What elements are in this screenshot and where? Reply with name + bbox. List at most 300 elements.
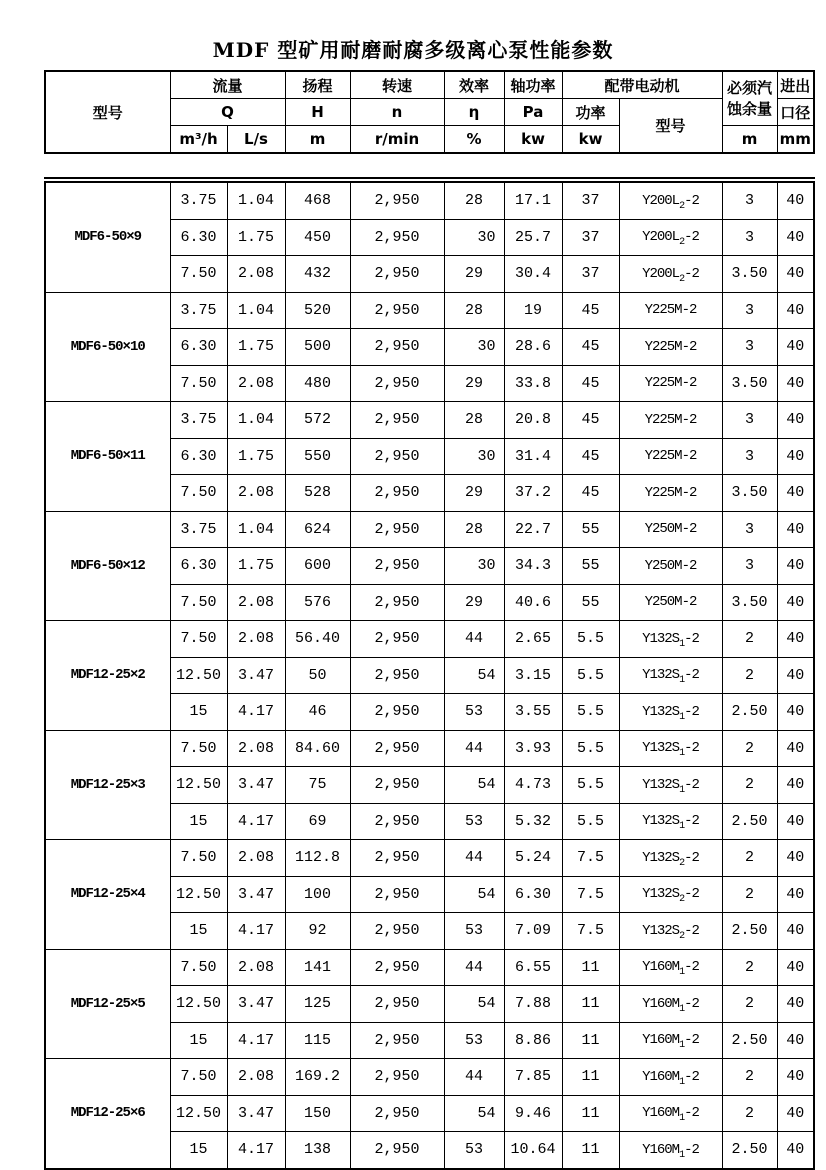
cell-shaft-power: 30.4 [504,256,562,293]
cell-flow-ls: 2.08 [227,1059,285,1096]
cell-port: 40 [777,767,814,804]
cell-flow-ls: 4.17 [227,1132,285,1169]
motor-model-subscript: 1 [679,1149,685,1161]
cell-motor-power: 11 [562,1095,619,1132]
cell-port: 40 [777,329,814,366]
cell-head: 69 [285,803,350,840]
cell-flow-ls: 2.08 [227,584,285,621]
cell-efficiency: 44 [444,621,504,658]
cell-efficiency: 53 [444,1132,504,1169]
pump-model-cell: MDF6-50×10 [45,292,170,402]
cell-head: 84.60 [285,730,350,767]
motor-model-subscript: 2 [679,273,685,285]
col-header-speed: 转速 [350,71,444,99]
cell-port: 40 [777,292,814,329]
cell-motor-power: 45 [562,402,619,439]
cell-npsh: 3 [722,511,777,548]
cell-port: 40 [777,438,814,475]
cell-efficiency: 30 [444,219,504,256]
cell-motor-model: $Y132S_1-2$ [619,803,722,840]
cell-flow-ls: 1.75 [227,438,285,475]
cell-port: 40 [777,803,814,840]
cell-motor-model: $Y132S_2-2$ [619,876,722,913]
cell-speed: 2,950 [350,365,444,402]
cell-speed: 2,950 [350,876,444,913]
col-header-shaft-power: 轴功率 [504,71,562,99]
motor-model-subscript: 1 [679,675,685,687]
cell-port: 40 [777,1132,814,1169]
cell-efficiency: 30 [444,329,504,366]
pump-model-cell: MDF6-50×9 [45,180,170,292]
col-header-flow: 流量 [170,71,285,99]
cell-speed: 2,950 [350,1095,444,1132]
cell-efficiency: 29 [444,365,504,402]
cell-npsh: 3 [722,219,777,256]
cell-head: 75 [285,767,350,804]
cell-head: 56.40 [285,621,350,658]
cell-npsh: 2.50 [722,913,777,950]
cell-flow-m3h: 7.50 [170,621,227,658]
cell-head: 572 [285,402,350,439]
cell-efficiency: 54 [444,876,504,913]
cell-head: 450 [285,219,350,256]
cell-speed: 2,950 [350,329,444,366]
cell-shaft-power: 6.30 [504,876,562,913]
cell-shaft-power: 40.6 [504,584,562,621]
unit-npsh: m [722,126,777,154]
cell-shaft-power: 22.7 [504,511,562,548]
cell-motor-model: $Y132S_1-2$ [619,730,722,767]
cell-shaft-power: 8.86 [504,1022,562,1059]
npsh-label: 必须汽蚀余量 [727,79,773,118]
cell-shaft-power: 7.85 [504,1059,562,1096]
cell-head: 468 [285,180,350,219]
table-row [45,840,814,877]
cell-port: 40 [777,548,814,585]
cell-port: 40 [777,694,814,731]
cell-flow-ls: 3.47 [227,876,285,913]
table-row [45,730,814,767]
cell-motor-model: Y250M-2 [619,511,722,548]
cell-head: 125 [285,986,350,1023]
cell-npsh: 3 [722,292,777,329]
unit-port: mm [777,126,814,154]
cell-shaft-power: 3.15 [504,657,562,694]
cell-npsh: 3.50 [722,256,777,293]
cell-efficiency: 29 [444,475,504,512]
cell-speed: 2,950 [350,256,444,293]
cell-speed: 2,950 [350,913,444,950]
motor-model-subscript: 2 [679,237,685,249]
cell-speed: 2,950 [350,584,444,621]
cell-flow-m3h: 3.75 [170,511,227,548]
unit-motor-power: kw [562,126,619,154]
cell-motor-power: 5.5 [562,803,619,840]
cell-flow-m3h: 3.75 [170,402,227,439]
cell-flow-m3h: 12.50 [170,1095,227,1132]
cell-flow-m3h: 12.50 [170,986,227,1023]
spec-table-body [45,180,814,1169]
pump-model-cell: MDF12-25×3 [45,730,170,840]
cell-efficiency: 53 [444,913,504,950]
cell-head: 624 [285,511,350,548]
table-row [45,511,814,548]
cell-shaft-power: 17.1 [504,180,562,219]
motor-model-subscript: 1 [679,821,685,833]
cell-efficiency: 28 [444,180,504,219]
cell-shaft-power: 20.8 [504,402,562,439]
pump-model-cell: MDF12-25×5 [45,949,170,1059]
cell-speed: 2,950 [350,1022,444,1059]
cell-port: 40 [777,402,814,439]
cell-port: 40 [777,256,814,293]
cell-npsh: 3 [722,402,777,439]
motor-model-subscript: 1 [679,784,685,796]
cell-shaft-power: 33.8 [504,365,562,402]
cell-port: 40 [777,365,814,402]
unit-flow-m3h: m³/h [170,126,227,154]
cell-head: 600 [285,548,350,585]
cell-npsh: 2 [722,1095,777,1132]
cell-flow-ls: 1.04 [227,402,285,439]
cell-shaft-power: 7.09 [504,913,562,950]
cell-motor-model: Y225M-2 [619,475,722,512]
cell-flow-m3h: 7.50 [170,256,227,293]
unit-flow-ls: L/s [227,126,285,154]
cell-npsh: 2.50 [722,694,777,731]
unit-speed: r/min [350,126,444,154]
header-table [44,70,815,154]
cell-motor-power: 55 [562,548,619,585]
cell-shaft-power: 10.64 [504,1132,562,1169]
cell-speed: 2,950 [350,986,444,1023]
motor-model-subscript: 2 [679,200,685,212]
cell-motor-model: $Y160M_1-2$ [619,1095,722,1132]
cell-efficiency: 30 [444,438,504,475]
cell-head: 138 [285,1132,350,1169]
cell-shaft-power: 9.46 [504,1095,562,1132]
spec-table [44,177,815,1170]
pump-model-cell: MDF12-25×2 [45,621,170,731]
cell-efficiency: 53 [444,694,504,731]
cell-speed: 2,950 [350,694,444,731]
cell-flow-ls: 1.04 [227,292,285,329]
motor-model-subscript: 2 [679,930,685,942]
cell-flow-ls: 1.75 [227,548,285,585]
cell-flow-ls: 1.04 [227,180,285,219]
cell-speed: 2,950 [350,548,444,585]
cell-head: 432 [285,256,350,293]
cell-motor-power: 45 [562,365,619,402]
cell-flow-m3h: 7.50 [170,840,227,877]
cell-motor-model: $Y200L_2-2$ [619,180,722,219]
table-row [45,292,814,329]
pump-model-cell: MDF6-50×12 [45,511,170,621]
cell-flow-m3h: 7.50 [170,730,227,767]
table-row [45,1059,814,1096]
motor-model-subscript: 1 [679,748,685,760]
cell-motor-power: 11 [562,1022,619,1059]
page-title: MDF 型矿用耐磨耐腐多级离心泵性能参数 [212,38,614,62]
cell-npsh: 2.50 [722,1022,777,1059]
cell-npsh: 3 [722,180,777,219]
cell-port: 40 [777,180,814,219]
cell-efficiency: 29 [444,256,504,293]
cell-flow-m3h: 15 [170,803,227,840]
cell-flow-m3h: 3.75 [170,180,227,219]
cell-flow-ls: 3.47 [227,657,285,694]
cell-motor-model: Y225M-2 [619,292,722,329]
cell-shaft-power: 2.65 [504,621,562,658]
cell-motor-power: 5.5 [562,657,619,694]
cell-motor-model: Y250M-2 [619,548,722,585]
cell-head: 141 [285,949,350,986]
cell-port: 40 [777,511,814,548]
cell-motor-power: 11 [562,949,619,986]
cell-speed: 2,950 [350,292,444,329]
cell-flow-m3h: 15 [170,1022,227,1059]
cell-port: 40 [777,621,814,658]
cell-motor-model: $Y160M_1-2$ [619,1059,722,1096]
motor-model-subscript: 1 [679,638,685,650]
cell-efficiency: 28 [444,511,504,548]
pump-model-cell: MDF6-50×11 [45,402,170,512]
cell-motor-power: 37 [562,256,619,293]
cell-npsh: 2 [722,840,777,877]
cell-port: 40 [777,475,814,512]
cell-port: 40 [777,219,814,256]
cell-port: 40 [777,986,814,1023]
cell-npsh: 2 [722,657,777,694]
cell-npsh: 3 [722,329,777,366]
cell-motor-power: 37 [562,180,619,219]
cell-head: 500 [285,329,350,366]
cell-speed: 2,950 [350,949,444,986]
cell-efficiency: 44 [444,1059,504,1096]
motor-model-subscript: 1 [679,1076,685,1088]
cell-motor-model: $Y200L_2-2$ [619,219,722,256]
col-header-efficiency: 效率 [444,71,504,99]
cell-motor-power: 5.5 [562,621,619,658]
cell-motor-model: $Y160M_1-2$ [619,986,722,1023]
cell-port: 40 [777,1059,814,1096]
cell-port: 40 [777,876,814,913]
symbol-shaft-power: Pa [504,99,562,126]
cell-head: 528 [285,475,350,512]
cell-motor-power: 45 [562,475,619,512]
cell-flow-m3h: 7.50 [170,365,227,402]
cell-flow-m3h: 12.50 [170,876,227,913]
motor-model-subscript: 1 [679,1113,685,1125]
cell-flow-m3h: 15 [170,694,227,731]
cell-flow-ls: 2.08 [227,949,285,986]
cell-efficiency: 29 [444,584,504,621]
cell-npsh: 3.50 [722,365,777,402]
cell-motor-power: 7.5 [562,913,619,950]
cell-speed: 2,950 [350,219,444,256]
cell-shaft-power: 4.73 [504,767,562,804]
cell-head: 169.2 [285,1059,350,1096]
cell-speed: 2,950 [350,1132,444,1169]
cell-npsh: 3 [722,548,777,585]
cell-shaft-power: 28.6 [504,329,562,366]
cell-flow-ls: 2.08 [227,365,285,402]
col-header-pump-model: 型号 [45,71,170,153]
cell-motor-power: 11 [562,1132,619,1169]
cell-port: 40 [777,913,814,950]
cell-npsh: 2.50 [722,1132,777,1169]
cell-head: 112.8 [285,840,350,877]
cell-speed: 2,950 [350,621,444,658]
cell-motor-power: 45 [562,438,619,475]
col-header-motor-model: 型号 [619,99,722,154]
cell-shaft-power: 6.55 [504,949,562,986]
cell-npsh: 2.50 [722,803,777,840]
table-row [45,402,814,439]
cell-speed: 2,950 [350,180,444,219]
cell-flow-ls: 1.75 [227,219,285,256]
motor-model-subscript: 1 [679,1040,685,1052]
col-header-port-mid: 口径 [777,99,814,126]
cell-speed: 2,950 [350,438,444,475]
cell-motor-model: $Y160M_1-2$ [619,949,722,986]
cell-flow-ls: 3.47 [227,986,285,1023]
cell-motor-model: Y225M-2 [619,402,722,439]
cell-motor-power: 45 [562,329,619,366]
cell-head: 100 [285,876,350,913]
cell-head: 115 [285,1022,350,1059]
cell-motor-model: $Y132S_2-2$ [619,840,722,877]
cell-flow-m3h: 7.50 [170,584,227,621]
cell-efficiency: 28 [444,292,504,329]
cell-flow-ls: 2.08 [227,840,285,877]
cell-motor-power: 5.5 [562,730,619,767]
cell-efficiency: 44 [444,840,504,877]
cell-shaft-power: 37.2 [504,475,562,512]
cell-head: 150 [285,1095,350,1132]
cell-flow-m3h: 12.50 [170,767,227,804]
cell-flow-ls: 3.47 [227,767,285,804]
col-header-npsh [722,71,777,126]
cell-flow-m3h: 6.30 [170,548,227,585]
cell-npsh: 3 [722,438,777,475]
cell-flow-ls: 2.08 [227,730,285,767]
cell-port: 40 [777,584,814,621]
cell-motor-model: Y250M-2 [619,584,722,621]
cell-speed: 2,950 [350,657,444,694]
cell-motor-model: Y225M-2 [619,329,722,366]
cell-port: 40 [777,1095,814,1132]
cell-flow-ls: 3.47 [227,1095,285,1132]
cell-head: 92 [285,913,350,950]
cell-efficiency: 44 [444,949,504,986]
cell-flow-m3h: 12.50 [170,657,227,694]
cell-shaft-power: 34.3 [504,548,562,585]
table-row [45,621,814,658]
table-row [45,180,814,219]
unit-efficiency: % [444,126,504,154]
cell-efficiency: 53 [444,803,504,840]
unit-shaft-power: kw [504,126,562,154]
cell-speed: 2,950 [350,402,444,439]
symbol-speed: n [350,99,444,126]
cell-motor-model: $Y132S_1-2$ [619,621,722,658]
cell-speed: 2,950 [350,475,444,512]
cell-npsh: 2 [722,767,777,804]
cell-flow-m3h: 6.30 [170,438,227,475]
cell-efficiency: 44 [444,730,504,767]
cell-motor-power: 11 [562,986,619,1023]
cell-flow-m3h: 7.50 [170,1059,227,1096]
symbol-head: H [285,99,350,126]
cell-motor-model: $Y132S_1-2$ [619,694,722,731]
cell-shaft-power: 7.88 [504,986,562,1023]
cell-flow-ls: 4.17 [227,1022,285,1059]
cell-motor-model: $Y200L_2-2$ [619,256,722,293]
col-header-head: 扬程 [285,71,350,99]
cell-shaft-power: 5.32 [504,803,562,840]
cell-shaft-power: 31.4 [504,438,562,475]
cell-motor-model: $Y132S_1-2$ [619,657,722,694]
symbol-efficiency: η [444,99,504,126]
motor-model-subscript: 1 [679,1003,685,1015]
cell-speed: 2,950 [350,803,444,840]
cell-motor-power: 55 [562,584,619,621]
cell-npsh: 2 [722,1059,777,1096]
cell-shaft-power: 5.24 [504,840,562,877]
unit-head: m [285,126,350,154]
cell-flow-ls: 4.17 [227,694,285,731]
cell-port: 40 [777,949,814,986]
motor-model-subscript: 2 [679,857,685,869]
cell-flow-ls: 4.17 [227,913,285,950]
cell-motor-power: 7.5 [562,876,619,913]
cell-flow-m3h: 7.50 [170,475,227,512]
cell-head: 480 [285,365,350,402]
cell-efficiency: 28 [444,402,504,439]
cell-npsh: 2 [722,876,777,913]
cell-flow-m3h: 6.30 [170,219,227,256]
pump-model-cell: MDF12-25×4 [45,840,170,950]
cell-npsh: 2 [722,986,777,1023]
pump-model-cell: MDF12-25×6 [45,1059,170,1169]
cell-flow-m3h: 15 [170,1132,227,1169]
cell-motor-power: 45 [562,292,619,329]
cell-head: 550 [285,438,350,475]
cell-motor-power: 55 [562,511,619,548]
cell-motor-model: $Y160M_1-2$ [619,1022,722,1059]
cell-motor-model: $Y160M_1-2$ [619,1132,722,1169]
cell-flow-ls: 2.08 [227,621,285,658]
cell-npsh: 2 [722,730,777,767]
cell-speed: 2,950 [350,730,444,767]
cell-npsh: 2 [722,949,777,986]
cell-shaft-power: 3.55 [504,694,562,731]
cell-shaft-power: 19 [504,292,562,329]
cell-motor-power: 5.5 [562,767,619,804]
cell-flow-m3h: 3.75 [170,292,227,329]
cell-flow-ls: 2.08 [227,256,285,293]
cell-head: 576 [285,584,350,621]
cell-head: 46 [285,694,350,731]
cell-efficiency: 30 [444,548,504,585]
cell-efficiency: 54 [444,986,504,1023]
motor-model-subscript: 1 [679,711,685,723]
cell-npsh: 3.50 [722,475,777,512]
cell-flow-m3h: 15 [170,913,227,950]
cell-flow-m3h: 6.30 [170,329,227,366]
cell-speed: 2,950 [350,511,444,548]
